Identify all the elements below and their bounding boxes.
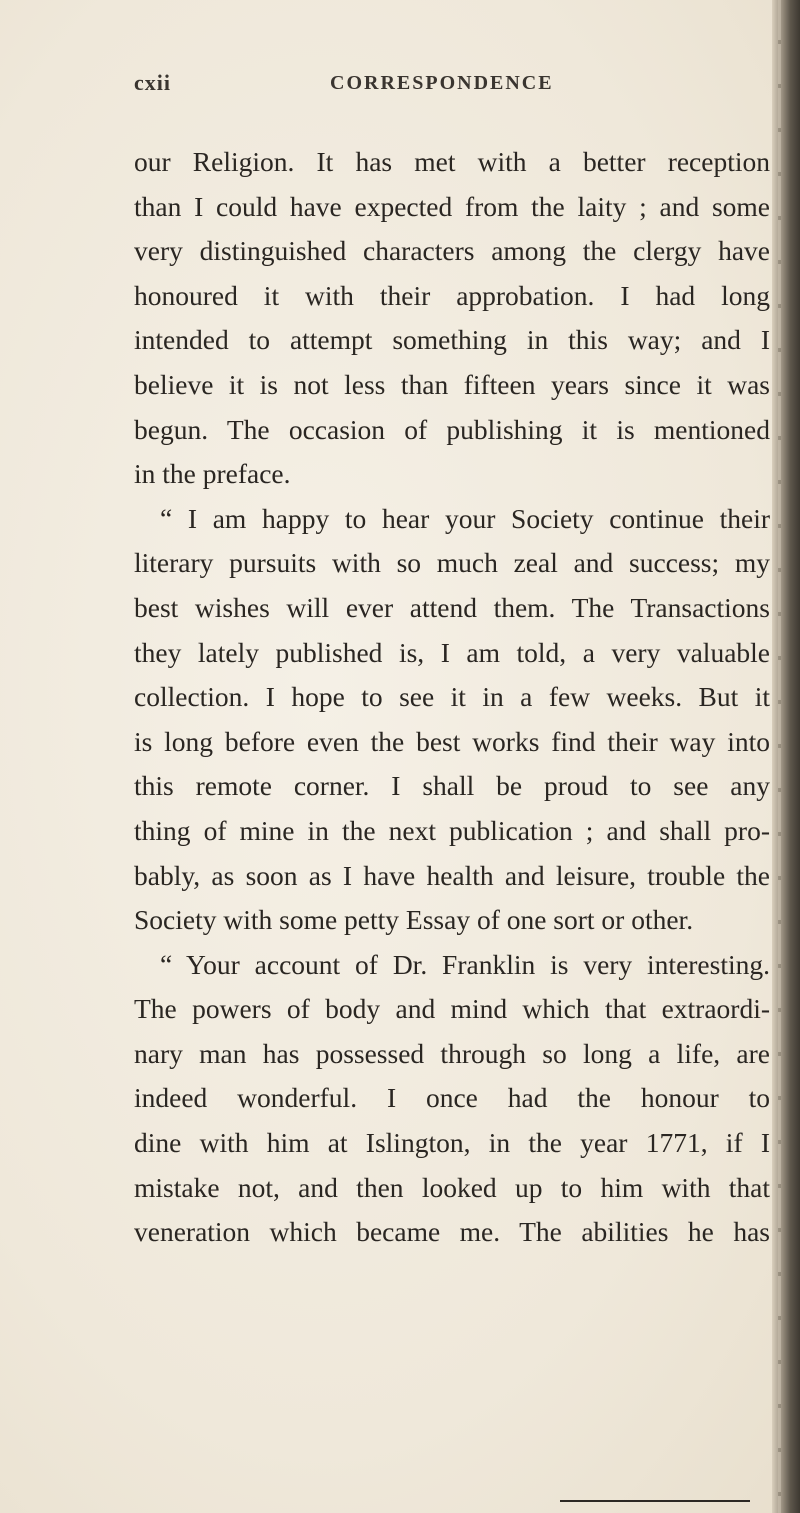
text-line-11: best wishes will ever attend them. The Transactions — [134, 591, 770, 623]
text-line-9: “ I am happy to hear your Society continue their — [160, 502, 770, 534]
text-line-4: honoured it with their approbation. I had long — [134, 279, 770, 311]
text-line-3: very distinguished characters among the clergy have — [134, 235, 770, 267]
page-header — [134, 70, 774, 110]
text-line-5: intended to attempt something in this way; and I — [134, 324, 770, 356]
text-line-7: begun. The occasion of publishing it is mentioned — [134, 413, 770, 445]
text-line-19: “ Your account of Dr. Franklin is very interesting. — [160, 948, 770, 980]
text-line-23: dine with him at Islington, in the year 1771, if I — [134, 1127, 770, 1159]
text-line-12: they lately published is, I am told, a very valuable — [134, 636, 770, 668]
text-line-14: is long before even the best works find their way into — [134, 725, 770, 757]
text-line-15: this remote corner. I shall be proud to see any — [134, 770, 770, 802]
book-spine-edge — [772, 0, 800, 1513]
text-line-25: veneration which became me. The abilities he has — [134, 1216, 770, 1248]
text-line-18: Society with some petty Essay of one sort or other. — [134, 904, 694, 936]
text-line-21: nary man has possessed through so long a life, are — [134, 1037, 770, 1069]
text-line-6: believe it is not less than fifteen years since it was — [134, 368, 770, 400]
body-text — [134, 140, 770, 1255]
page-number: cxii — [134, 70, 171, 95]
text-line-1: our Religion. It has met with a better reception — [134, 146, 770, 177]
text-line-8: in the preface. — [134, 458, 291, 490]
text-line-22: indeed wonderful. I once had the honour to — [134, 1082, 770, 1114]
text-line-24: mistake not, and then looked up to him with that — [134, 1171, 770, 1203]
running-head: CORRESPONDENCE — [330, 72, 554, 94]
text-line-16: thing of mine in the next publication ; and shall pro- — [134, 814, 770, 846]
text-line-13: collection. I hope to see it in a few weeks. But it — [134, 681, 770, 713]
text-line-17: bably, as soon as I have health and leisure, trouble the — [134, 859, 770, 891]
text-line-10: literary pursuits with so much zeal and success; my — [134, 547, 770, 579]
page-bottom-rule — [560, 1500, 750, 1502]
text-line-20: The powers of body and mind which that extraordi- — [134, 993, 770, 1025]
text-line-2: than I could have expected from the laity ; and some — [134, 190, 770, 222]
